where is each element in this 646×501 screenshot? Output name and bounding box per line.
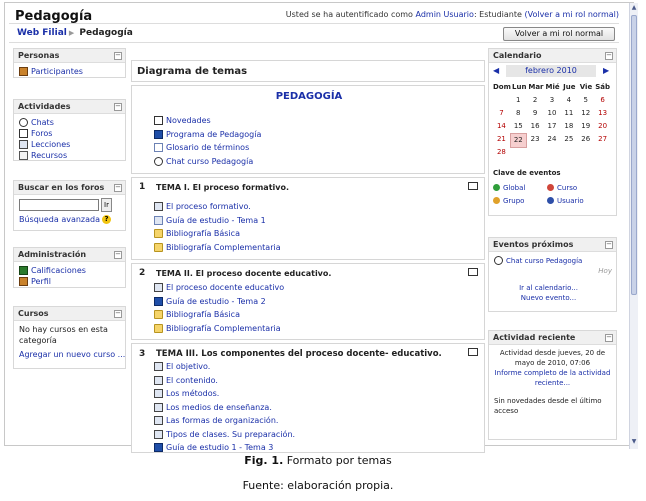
legend-item[interactable]: Curso: [547, 182, 599, 193]
calendar-day[interactable]: 16: [530, 122, 540, 130]
calendar-day: [577, 146, 594, 159]
calendar-day[interactable]: 22: [510, 133, 527, 148]
calendar-day[interactable]: 15: [513, 122, 523, 130]
section-title: TEMA III. Los componentes del proceso docente- educativo.: [156, 349, 442, 359]
activity-since: Actividad desde jueves, 20 de mayo de 2010, 07:06: [499, 349, 606, 367]
forum-search-button[interactable]: Ir: [101, 198, 112, 212]
activity-lecciones[interactable]: Lecciones: [19, 139, 120, 150]
chat-icon: [19, 118, 28, 127]
calendar-week: [493, 94, 611, 107]
folder-icon: [154, 229, 163, 238]
calendar-day[interactable]: 2: [532, 96, 538, 104]
legend-item[interactable]: Usuario: [547, 195, 599, 206]
breadcrumb-home[interactable]: Web Filial: [17, 28, 67, 38]
section-title: TEMA I. El proceso formativo.: [156, 183, 290, 192]
section-item[interactable]: Guía de estudio - Tema 2: [154, 295, 284, 309]
section-item[interactable]: Guía de estudio - Tema 1: [154, 214, 281, 228]
section-item[interactable]: El objetivo.: [154, 360, 295, 374]
lesson-icon: [19, 140, 28, 149]
collapse-icon[interactable]: −: [115, 51, 121, 59]
upcoming-event[interactable]: Chat curso Pedagogía: [494, 255, 611, 266]
calendar-week: [493, 133, 611, 146]
lesson-icon: [154, 430, 163, 439]
lesson-icon: [154, 283, 163, 292]
section-2: [131, 263, 485, 340]
calendar-day[interactable]: 18: [564, 122, 574, 130]
intro-chat[interactable]: Chat curso Pedagogía: [154, 155, 261, 169]
calendar-day[interactable]: 21: [496, 135, 506, 143]
calendar-week: [493, 120, 611, 133]
calendar-day: [594, 146, 611, 159]
event-when: Hoy: [598, 267, 612, 275]
collapse-icon[interactable]: −: [606, 333, 612, 341]
lesson-icon: [154, 362, 163, 371]
section-title: TEMA II. El proceso docente educativo.: [156, 269, 332, 278]
glossary-icon: [154, 143, 163, 152]
calendar-day: [560, 146, 577, 159]
event-legend: [493, 182, 599, 206]
section-item[interactable]: El proceso formativo.: [154, 200, 281, 214]
collapse-icon[interactable]: −: [115, 183, 121, 191]
calendar-day[interactable]: 5: [583, 96, 588, 104]
section-item[interactable]: Las formas de organización.: [154, 414, 295, 428]
participants-link[interactable]: Participantes: [19, 66, 120, 77]
calendar-grid: [493, 81, 611, 159]
forum-icon: [19, 129, 28, 138]
calendar-day[interactable]: 19: [581, 122, 591, 130]
weekday-label: Dom: [493, 83, 511, 91]
calendar-link[interactable]: Ir al calendario...: [519, 284, 578, 292]
section-item[interactable]: Bibliografía Complementaria: [154, 322, 284, 336]
section-toggle-icon[interactable]: [468, 182, 478, 190]
breadcrumb-current: Pedagogía: [79, 28, 133, 38]
section-item[interactable]: El contenido.: [154, 374, 295, 388]
activity-chats[interactable]: Chats: [19, 117, 120, 128]
activity-foros[interactable]: Foros: [19, 128, 120, 139]
navbar: [9, 23, 619, 43]
calendar-day: [527, 146, 544, 159]
breadcrumb-separator-icon: ▶: [68, 29, 75, 37]
course-heading: PEDAGOGÍA: [275, 91, 343, 102]
people-icon: [19, 67, 28, 76]
weekday-label: Sáb: [595, 83, 611, 91]
return-role-link[interactable]: (Volver a mi rol normal): [524, 10, 619, 19]
figure-caption: Fig. 1. Formato por temas: [244, 454, 392, 467]
calendar-day[interactable]: 10: [547, 109, 557, 117]
calendar-day[interactable]: 7: [499, 109, 504, 117]
eye-icon: [547, 197, 554, 204]
calendar-week: [493, 146, 611, 159]
lesson-icon: [154, 416, 163, 425]
collapse-icon[interactable]: −: [115, 102, 121, 110]
calendar-day[interactable]: 13: [598, 109, 608, 117]
section-item[interactable]: Bibliografía Básica: [154, 227, 281, 241]
no-news-text: Sin novedades desde el último acceso: [494, 397, 602, 415]
block-title: Actividades: [18, 102, 71, 111]
calendar-month: febrero 2010: [506, 65, 596, 77]
block-actividades: [13, 99, 126, 161]
document-icon: [154, 130, 163, 139]
scroll-thumb[interactable]: [631, 15, 637, 295]
calendar-day: [544, 146, 561, 159]
full-report-link[interactable]: Informe completo de la actividad reciente...: [494, 369, 611, 387]
block-title: Calendario: [493, 51, 542, 60]
admin-perfil[interactable]: Perfil: [19, 276, 120, 287]
chat-icon: [494, 256, 503, 265]
grades-icon: [19, 266, 28, 275]
login-info: Usted se ha autentificado como Admin Usuario: Estudiante (Volver a mi rol normal): [285, 10, 619, 19]
admin-calificaciones[interactable]: Calificaciones: [19, 265, 120, 276]
legend-item[interactable]: Grupo: [493, 195, 545, 206]
figure-source: Fuente: elaboración propia.: [242, 479, 394, 492]
block-actividad: [488, 330, 617, 440]
section-number: 2: [139, 268, 146, 278]
lesson-icon: [154, 389, 163, 398]
advanced-search-row: [19, 214, 111, 225]
main-title: Diagrama de temas: [137, 66, 248, 77]
collapse-icon[interactable]: −: [606, 51, 612, 59]
block-buscar: [13, 180, 126, 231]
forum-search-input[interactable]: [19, 199, 99, 211]
browser-viewport: [4, 2, 637, 453]
calendar-day: [510, 146, 527, 159]
add-course-link[interactable]: Agregar un nuevo curso ...: [19, 350, 126, 359]
advanced-search-link[interactable]: Búsqueda avanzada: [19, 215, 101, 224]
block-calendario: [488, 48, 617, 216]
guide-icon: [154, 216, 163, 225]
calendar-day[interactable]: 9: [532, 109, 538, 117]
block-eventos: [488, 237, 617, 312]
collapse-icon[interactable]: −: [115, 309, 121, 317]
resource-icon: [19, 151, 28, 160]
section-3: [131, 343, 485, 453]
guide-icon: [154, 297, 163, 306]
page-title: Pedagogía: [15, 9, 93, 24]
block-title: Cursos: [18, 309, 49, 318]
scroll-up-icon[interactable]: ▲: [631, 4, 637, 11]
calendar-day[interactable]: 23: [530, 135, 540, 143]
calendar-day: [493, 94, 510, 107]
block-title: Eventos próximos: [493, 240, 574, 249]
section-toggle-icon[interactable]: [468, 348, 478, 356]
section-intro: [131, 85, 485, 174]
block-title: Administración: [18, 250, 87, 259]
profile-icon: [19, 277, 28, 286]
section-toggle-icon[interactable]: [468, 268, 478, 276]
intro-novedades[interactable]: Novedades: [154, 114, 261, 128]
section-item[interactable]: Guía de estudio 1 - Tema 3: [154, 441, 295, 455]
folder-icon: [154, 243, 163, 252]
calendar-day[interactable]: 4: [566, 96, 572, 104]
weekday-label: Vie: [579, 83, 593, 91]
section-item[interactable]: Tipos de clases. Su preparación.: [154, 428, 295, 442]
section-item[interactable]: Bibliografía Básica: [154, 308, 284, 322]
eye-icon: [493, 184, 500, 191]
activity-recursos[interactable]: Recursos: [19, 150, 120, 161]
calendar-day[interactable]: 12: [581, 109, 591, 117]
calendar-weekdays: [493, 81, 611, 94]
calendar-day[interactable]: 6: [600, 96, 605, 104]
calendar-week: [493, 107, 611, 120]
scroll-down-icon[interactable]: ▼: [631, 438, 637, 445]
legend-item[interactable]: Global: [493, 182, 545, 193]
eye-icon: [493, 197, 500, 204]
section-number: 1: [139, 182, 146, 192]
folder-icon: [154, 324, 163, 333]
calendar-day[interactable]: 27: [598, 135, 608, 143]
calendar-day[interactable]: 24: [547, 135, 557, 143]
calendar-day[interactable]: 8: [516, 109, 521, 117]
calendar-day[interactable]: 14: [496, 122, 506, 130]
section-1: [131, 177, 485, 260]
section-item[interactable]: Los métodos.: [154, 387, 295, 401]
vertical-scrollbar[interactable]: [629, 3, 638, 449]
user-link[interactable]: Admin Usuario: [415, 10, 474, 19]
block-title: Personas: [18, 51, 60, 60]
section-item[interactable]: El proceso docente educativo: [154, 281, 284, 295]
weekday-label: Mié: [545, 83, 560, 91]
weekday-label: Mar: [528, 83, 544, 91]
folder-icon: [154, 310, 163, 319]
intro-programa[interactable]: Programa de Pedagogía: [154, 128, 261, 142]
lesson-icon: [154, 202, 163, 211]
help-icon[interactable]: ?: [102, 215, 111, 224]
calendar-day[interactable]: 28: [496, 148, 506, 156]
forum-icon: [154, 116, 163, 125]
block-administracion: [13, 247, 126, 288]
collapse-icon[interactable]: −: [606, 240, 612, 248]
main-content: [131, 60, 485, 453]
calendar-prev-icon[interactable]: ◀: [493, 66, 500, 75]
chat-icon: [154, 157, 163, 166]
legend-title: Clave de eventos: [493, 169, 561, 177]
block-cursos: [13, 306, 126, 369]
weekday-label: Jue: [563, 83, 576, 91]
new-event-link[interactable]: Nuevo evento...: [520, 294, 577, 302]
calendar-day[interactable]: 3: [549, 96, 555, 104]
calendar-day[interactable]: 1: [516, 96, 521, 104]
block-personas: [13, 48, 126, 78]
section-item[interactable]: Bibliografía Complementaria: [154, 241, 281, 255]
block-title: Actividad reciente: [493, 333, 576, 342]
lesson-icon: [154, 376, 163, 385]
calendar-day[interactable]: 25: [564, 135, 574, 143]
main-title-box: [131, 60, 485, 82]
guide-icon: [154, 443, 163, 452]
calendar-day[interactable]: 11: [564, 109, 574, 117]
block-title: Buscar en los foros: [18, 183, 105, 192]
eye-icon: [547, 184, 554, 191]
calendar-next-icon[interactable]: ▶: [603, 66, 610, 75]
calendar-day[interactable]: 26: [581, 135, 591, 143]
intro-glosario[interactable]: Glosario de términos: [154, 141, 261, 155]
lesson-icon: [154, 403, 163, 412]
calendar-day[interactable]: 20: [598, 122, 608, 130]
no-courses-text: No hay cursos en esta categoría: [19, 325, 108, 345]
collapse-icon[interactable]: −: [115, 250, 121, 258]
calendar-day[interactable]: 17: [547, 122, 557, 130]
breadcrumb: [17, 28, 133, 38]
section-item[interactable]: Los medios de enseñanza.: [154, 401, 295, 415]
return-role-button[interactable]: Volver a mi rol normal: [503, 27, 615, 41]
weekday-label: Lun: [512, 83, 527, 91]
section-number: 3: [139, 349, 146, 359]
